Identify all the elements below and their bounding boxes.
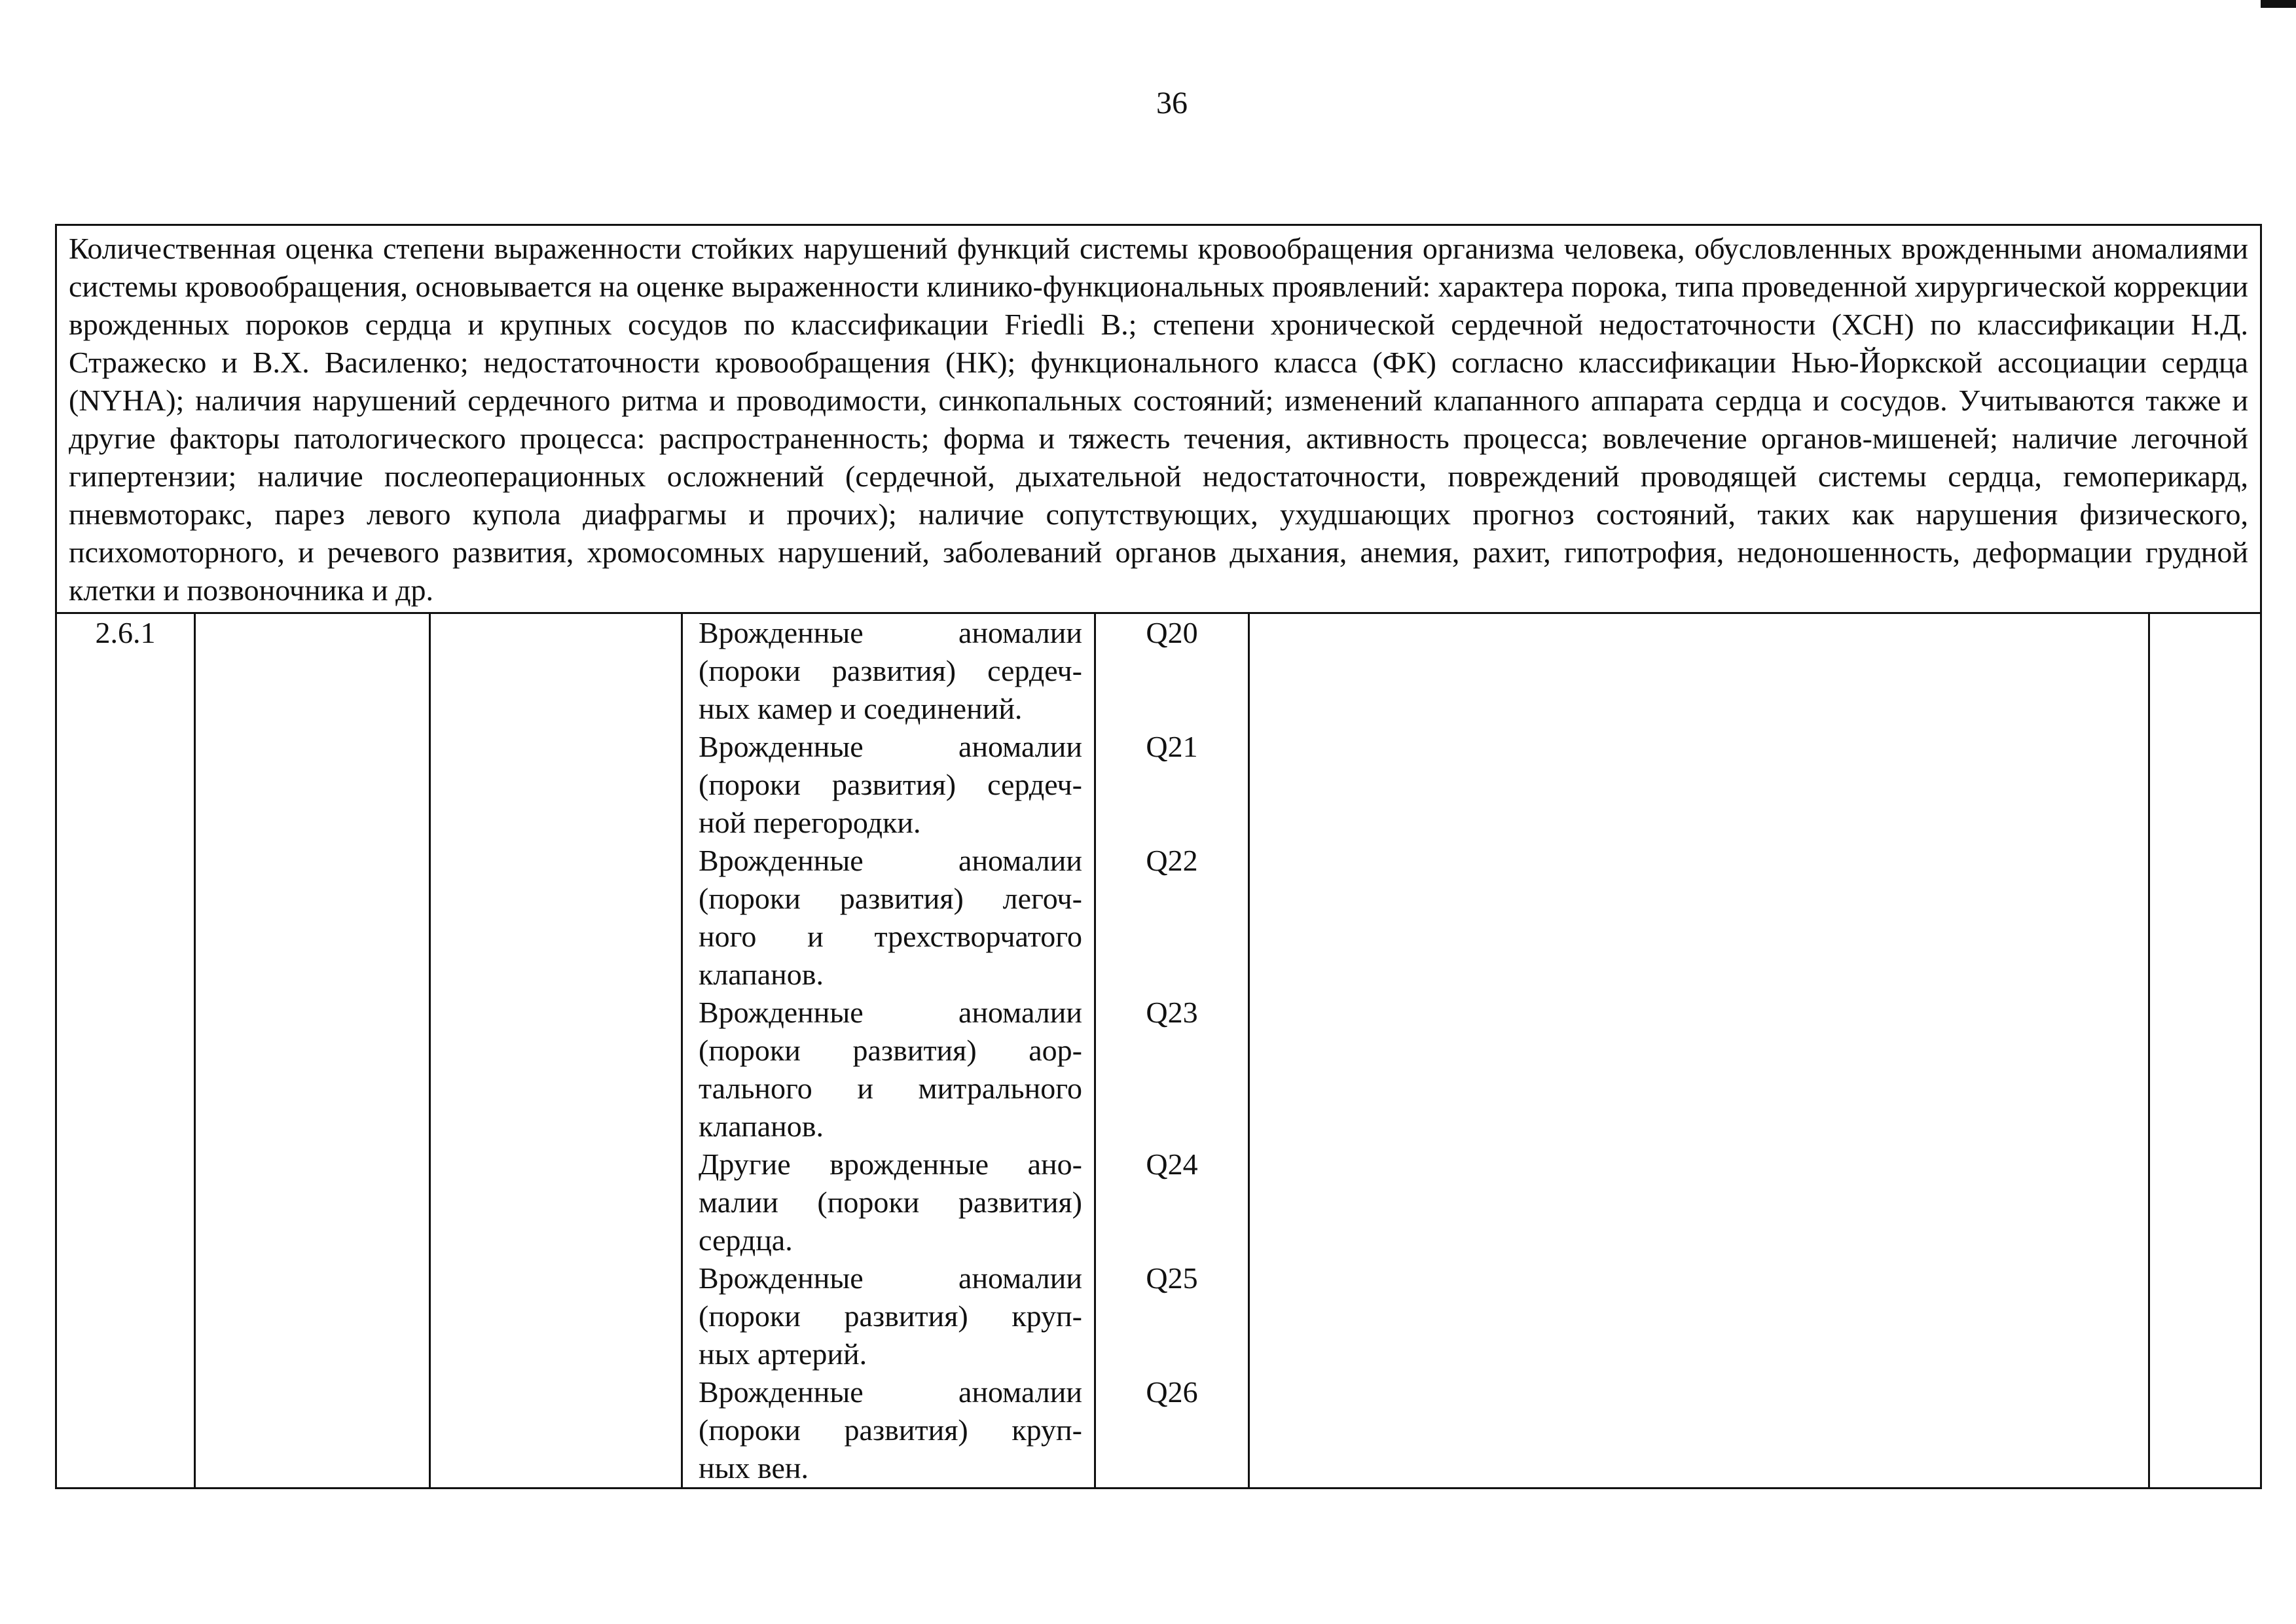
description-line: клапанов. bbox=[699, 1110, 824, 1143]
diagnosis-description bbox=[699, 728, 1082, 842]
description-line: тального и митрального bbox=[699, 1072, 1082, 1105]
description-line: (пороки развития) сердеч- bbox=[699, 654, 1082, 687]
description-line: ной перегородки. bbox=[699, 806, 921, 839]
descriptions-cell bbox=[682, 613, 1095, 1489]
description-line: Врожденные аномалии bbox=[699, 996, 1082, 1029]
icd-code: Q22 bbox=[1146, 844, 1198, 877]
icd-entry bbox=[1096, 728, 1248, 842]
icd-codes-cell bbox=[1095, 613, 1249, 1489]
icd-code: Q24 bbox=[1146, 1147, 1198, 1181]
icd-entry bbox=[1096, 1146, 1248, 1259]
description-line: Врожденные аномалии bbox=[699, 616, 1082, 649]
icd-code: Q23 bbox=[1146, 996, 1198, 1029]
icd-code: Q25 bbox=[1146, 1261, 1198, 1295]
description-line: Другие врожденные ано- bbox=[699, 1147, 1082, 1181]
empty-cell-2 bbox=[430, 613, 682, 1489]
classification-table bbox=[55, 224, 2262, 1489]
icd-code: Q20 bbox=[1146, 616, 1198, 649]
diagnosis-description bbox=[699, 1259, 1082, 1373]
description-line: малии (пороки развития) bbox=[699, 1185, 1082, 1219]
description-line: Врожденные аномалии bbox=[699, 730, 1082, 763]
icd-entry bbox=[1096, 994, 1248, 1146]
description-list bbox=[699, 614, 1082, 1487]
description-line: (пороки развития) аор- bbox=[699, 1034, 1082, 1067]
description-line: (пороки развития) легоч- bbox=[699, 882, 1082, 915]
empty-cell-4 bbox=[2149, 613, 2261, 1489]
description-line: (пороки развития) круп- bbox=[699, 1413, 1082, 1447]
diagnosis-description bbox=[699, 842, 1082, 994]
description-line: (пороки развития) сердеч- bbox=[699, 768, 1082, 801]
description-line: Врожденные аномалии bbox=[699, 844, 1082, 877]
description-line: Врожденные аномалии bbox=[699, 1375, 1082, 1409]
description-line: ных вен. bbox=[699, 1451, 809, 1485]
diagnosis-description bbox=[699, 614, 1082, 728]
icd-code: Q21 bbox=[1146, 730, 1198, 763]
description-line: (пороки развития) круп- bbox=[699, 1299, 1082, 1333]
page-number: 36 bbox=[1156, 86, 1188, 120]
intro-row bbox=[56, 225, 2261, 613]
description-line: Врожденные аномалии bbox=[699, 1261, 1082, 1295]
icd-entry bbox=[1096, 842, 1248, 994]
icd-entry bbox=[1096, 614, 1248, 728]
section-code: 2.6.1 bbox=[56, 613, 195, 1489]
icd-entry bbox=[1096, 1259, 1248, 1373]
icd-list bbox=[1096, 614, 1248, 1487]
empty-cell-3 bbox=[1249, 613, 2149, 1489]
intro-cell bbox=[56, 225, 2261, 613]
description-line: ных артерий. bbox=[699, 1337, 867, 1371]
table-row bbox=[56, 613, 2261, 1489]
description-line: ных камер и соединений. bbox=[699, 692, 1023, 725]
intro-text: Количественная оценка степени выраженности стойких нарушений функций системы кровообращения организма человека, обусловленных врожденными аномалиями системы кровообращения, основывается на оценке выраженности клинико-функциональных проявлений: характера порока, типа проведенной хирургической коррекции врожденных пороков сердца и крупных сосудов по классификации Friedli B.; степени хронической сердечной недостаточности (ХСН) по классификации Н.Д. Стражеско и В.Х. Василенко; недостаточности кровообращения (НК); функционального класса (ФК) согласно классификации Нью-Йоркской ассоциации сердца (NYHA); наличия нарушений сердечного ритма и проводимости, синкопальных состояний; изменений клапанного аппарата сердца и сосудов. Учитываются также и другие факторы патологического процесса: распространенность; форма и тяжесть течения, активность процесса; вовлечение органов-мишеней; наличие легочной гипертензии; наличие послеоперационных осложнений (сердечной, дыхательной недостаточности, повреждений проводящей системы сердца, гемоперикард, пневмоторакс, парез левого купола диафрагмы и прочих); наличие сопутствующих, ухудшающих прогноз состояний, таких как нарушения физического, психомоторного, и речевого развития, хромосомных нарушений, заболеваний органов дыхания, анемия, рахит, гипотрофия, недоношенность, деформации грудной клетки и позвоночника и др. bbox=[69, 232, 2249, 607]
scan-corner-mark bbox=[2261, 0, 2296, 8]
description-line: сердца. bbox=[699, 1223, 793, 1257]
description-line: клапанов. bbox=[699, 958, 824, 991]
description-line: ного и трехстворчатого bbox=[699, 920, 1082, 953]
icd-code: Q26 bbox=[1146, 1375, 1198, 1409]
empty-cell-1 bbox=[195, 613, 430, 1489]
diagnosis-description bbox=[699, 1146, 1082, 1259]
icd-entry bbox=[1096, 1373, 1248, 1487]
diagnosis-description bbox=[699, 1373, 1082, 1487]
diagnosis-description bbox=[699, 994, 1082, 1146]
